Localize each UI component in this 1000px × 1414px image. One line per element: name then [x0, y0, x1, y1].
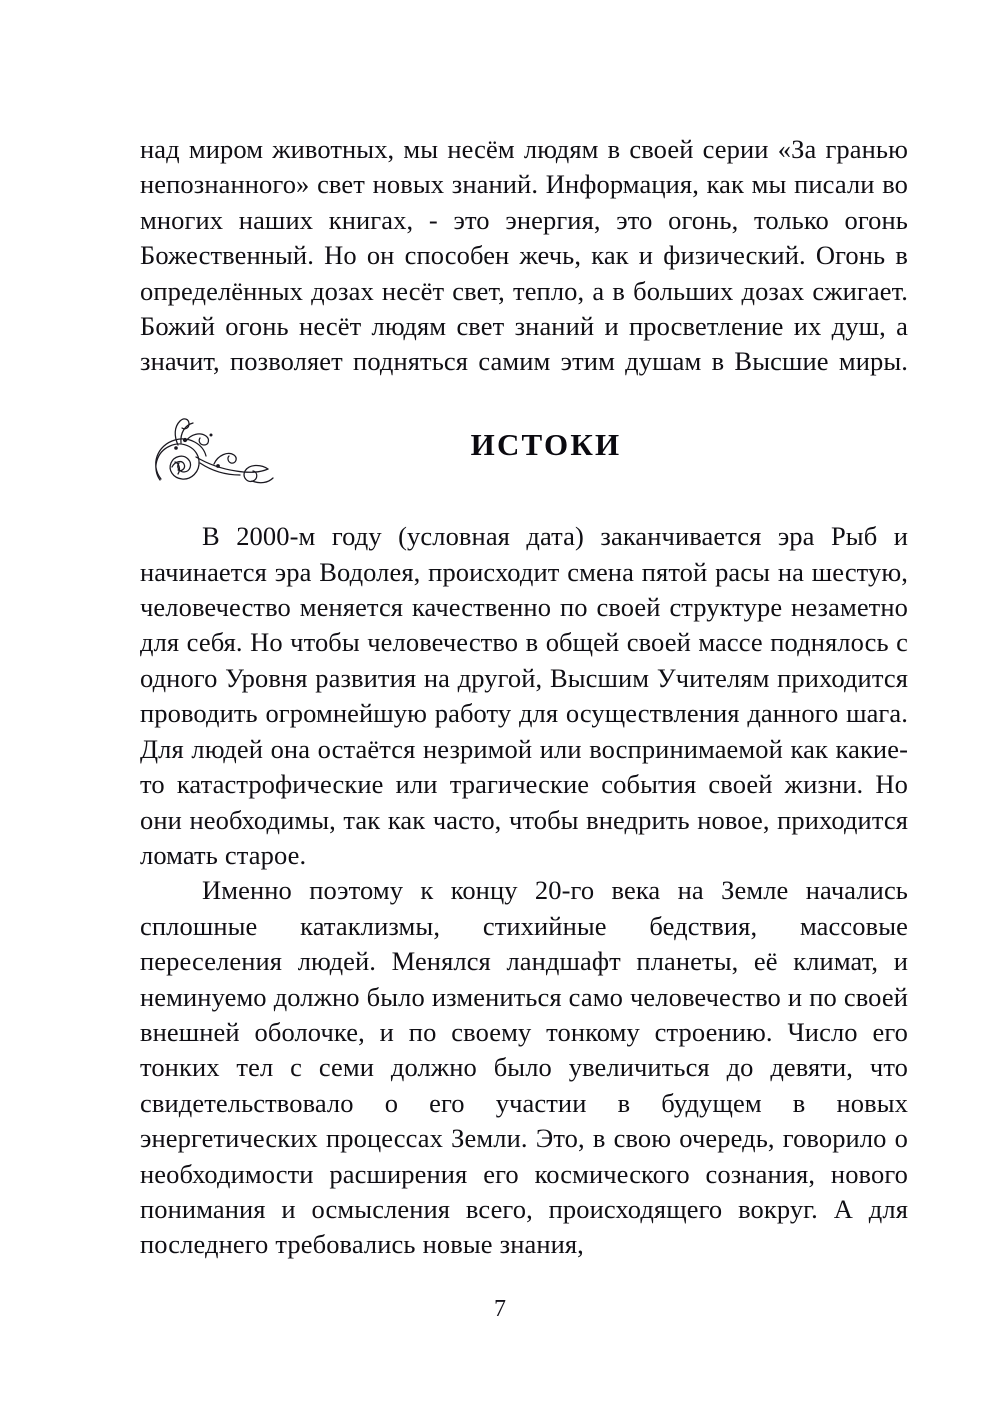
paragraph-era-change: В 2000-м году (условная дата) заканчивается эра Рыб и начинается эра Водолея, происходит смена пятой расы на шестую, человечество меняется качественно по своей структуре незаметно для себя. Но чтобы человечество в общей своей массе поднялось с одного Уровня развития на другой, Высшим Учителям приходится проводить огромнейшую работу для осуществления данного шага. Для людей она остаётся незримой или воспринимаемой как какие-то катастрофические или трагические события своей жизни. Но они необходимы, так как часто, чтобы внедрить новое, приходится ломать старое.: [140, 521, 908, 870]
text-column: [140, 132, 908, 1263]
section-title: ИСТОКИ: [470, 427, 622, 463]
section-heading-block: [140, 415, 908, 519]
paragraph-cataclysms: Именно поэтому к концу 20-го века на Земле начались сплошные катаклизмы, стихийные бедствия, массовые переселения людей. Менялся ландшафт планеты, её климат, и неминуемо должно было измениться само человечество и по своей внешней оболочке, и по своему тонкому строению. Число его тонких тел с семи должно было увеличиться до девяти, что свидетельствовало о его участии в будущем в новых энергетических процессах Земли. Это, в свою очередь, говорило о необходимости расширения его космического сознания, нового понимания и осмысления всего, происходящего вокруг. А для последнего требовались новые знания,: [140, 875, 908, 1260]
page-number: 7: [494, 1296, 506, 1322]
paragraph-intro-continued: над миром животных, мы несём людям в своей серии «За гранью непознанного» свет новых знаний. Информация, как мы писали во многих наших книгах, - это энергия, это огонь, только огонь Божественный. Но он способен жечь, как и физический. Огонь в определённых дозах несёт свет, тепло, а в больших дозах сжигает. Божий огонь несёт людям свет знаний и просветление их душ, а значит, позволяет подняться самим этим душам в Высшие миры.: [140, 134, 908, 377]
